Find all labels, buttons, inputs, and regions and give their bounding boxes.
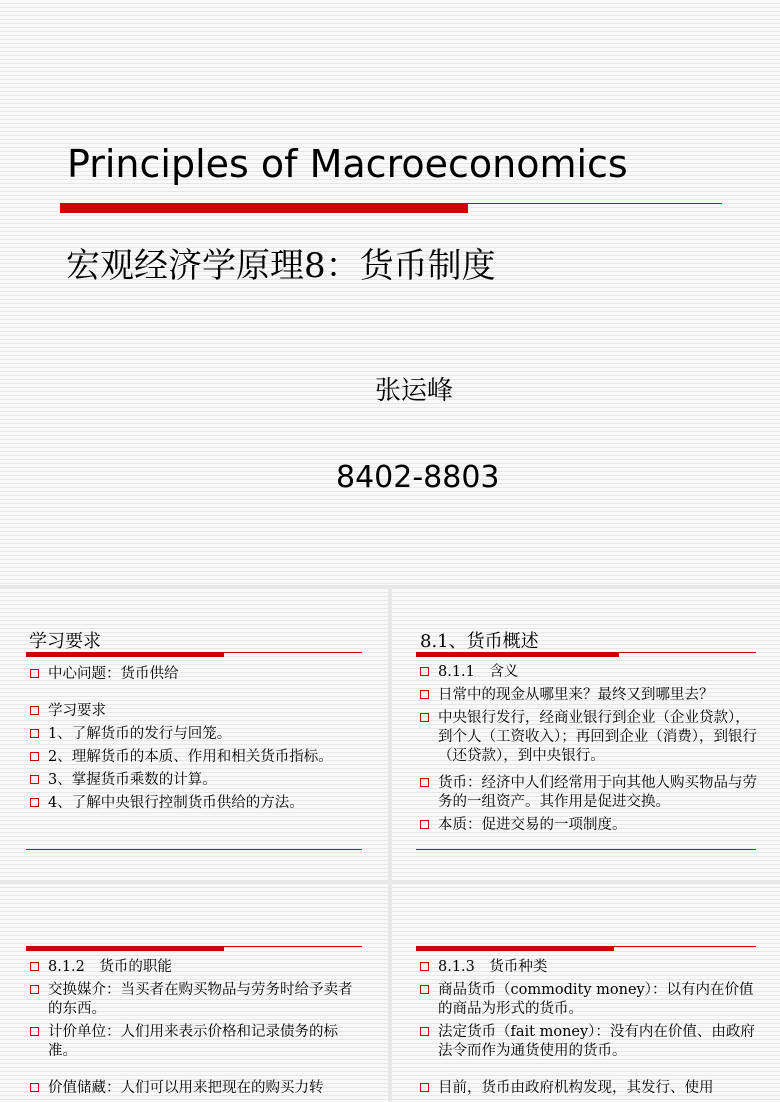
- list-item: 货币：经济中人们经常用于向其他人购买物品与劳务的一组资产。其作用是促进交换。: [418, 774, 762, 812]
- list-item: 价值储藏：人们可以用来把现在的购买力转: [28, 1079, 364, 1098]
- bullet-list: [418, 958, 758, 1102]
- list-item: 计价单位：人们用来表示价格和记录债务的标准。: [28, 1023, 364, 1061]
- slide-learning-requirements: [0, 589, 388, 880]
- bullet-square-icon: [30, 1027, 39, 1036]
- list-item: 本质：促进交易的一项制度。: [418, 816, 762, 835]
- list-item: 8.1.2 货币的职能: [28, 958, 364, 977]
- list-item: 8.1.1 含义: [418, 663, 762, 682]
- bullet-square-icon: [30, 729, 39, 738]
- author-name: 张运峰: [375, 376, 454, 406]
- title-accent-line: [26, 652, 362, 653]
- slide-title: 8.1、货币概述: [420, 631, 539, 652]
- list-item: 1、了解货币的发行与回笼。: [28, 725, 368, 744]
- list-item: 中心问题：货币供给: [28, 665, 368, 684]
- list-item: 学习要求: [28, 702, 368, 721]
- bullet-square-icon: [420, 985, 429, 994]
- slide-title: 学习要求: [29, 631, 101, 652]
- list-item: 3、掌握货币乘数的计算。: [28, 771, 368, 790]
- list-item: 日常中的现金从哪里来？最终又到哪里去？: [418, 686, 762, 705]
- bullet-square-icon: [30, 669, 39, 678]
- list-item: 4、了解中央银行控制货币供给的方法。: [28, 794, 368, 813]
- bullet-square-icon: [420, 667, 429, 676]
- title-accent-line: [416, 946, 756, 947]
- course-code: 8402-8803: [336, 460, 500, 495]
- slide-money-overview: [392, 589, 780, 880]
- title-accent-line: [26, 946, 362, 947]
- bullet-list: [28, 958, 364, 1102]
- list-item: 目前，货币由政府机构发现，其发行、使用: [418, 1079, 758, 1098]
- title-english: Principles of Macroeconomics: [67, 142, 628, 186]
- bullet-list: [28, 665, 368, 817]
- bottom-rule: [416, 849, 756, 850]
- title-chinese: 宏观经济学原理8：货币制度: [66, 246, 496, 286]
- list-item: 法定货币（fait money）：没有内在价值、由政府法令而作为通货使用的货币。: [418, 1023, 758, 1061]
- bullet-square-icon: [30, 985, 39, 994]
- bullet-list: [418, 663, 762, 839]
- bullet-square-icon: [30, 1083, 39, 1092]
- bullet-square-icon: [420, 713, 429, 722]
- list-item: 商品货币（commodity money）：以有内在价值的商品为形式的货币。: [418, 981, 758, 1019]
- title-accent-bar: [60, 203, 468, 213]
- list-item: 8.1.3 货币种类: [418, 958, 758, 977]
- title-accent-line: [60, 203, 722, 204]
- bullet-square-icon: [30, 962, 39, 971]
- list-item: 交换媒介：当买者在购买物品与劳务时给予卖者的东西。: [28, 981, 364, 1019]
- bullet-square-icon: [30, 752, 39, 761]
- list-item: 中央银行发行，经商业银行到企业（企业贷款），到个人（工资收入）；再回到企业（消费），到银行（还贷款），到中央银行。: [418, 709, 762, 766]
- bullet-square-icon: [420, 820, 429, 829]
- bullet-square-icon: [30, 775, 39, 784]
- bottom-rule: [26, 849, 362, 850]
- slide-money-functions: [0, 884, 388, 1102]
- bullet-square-icon: [420, 778, 429, 787]
- bullet-square-icon: [420, 962, 429, 971]
- bullet-square-icon: [420, 690, 429, 699]
- bullet-square-icon: [420, 1027, 429, 1036]
- bullet-square-icon: [420, 1083, 429, 1092]
- slide-money-types: [392, 884, 780, 1102]
- list-item: 2、理解货币的本质、作用和相关货币指标。: [28, 748, 368, 767]
- title-accent-line: [416, 652, 756, 653]
- bullet-square-icon: [30, 798, 39, 807]
- bullet-square-icon: [30, 706, 39, 715]
